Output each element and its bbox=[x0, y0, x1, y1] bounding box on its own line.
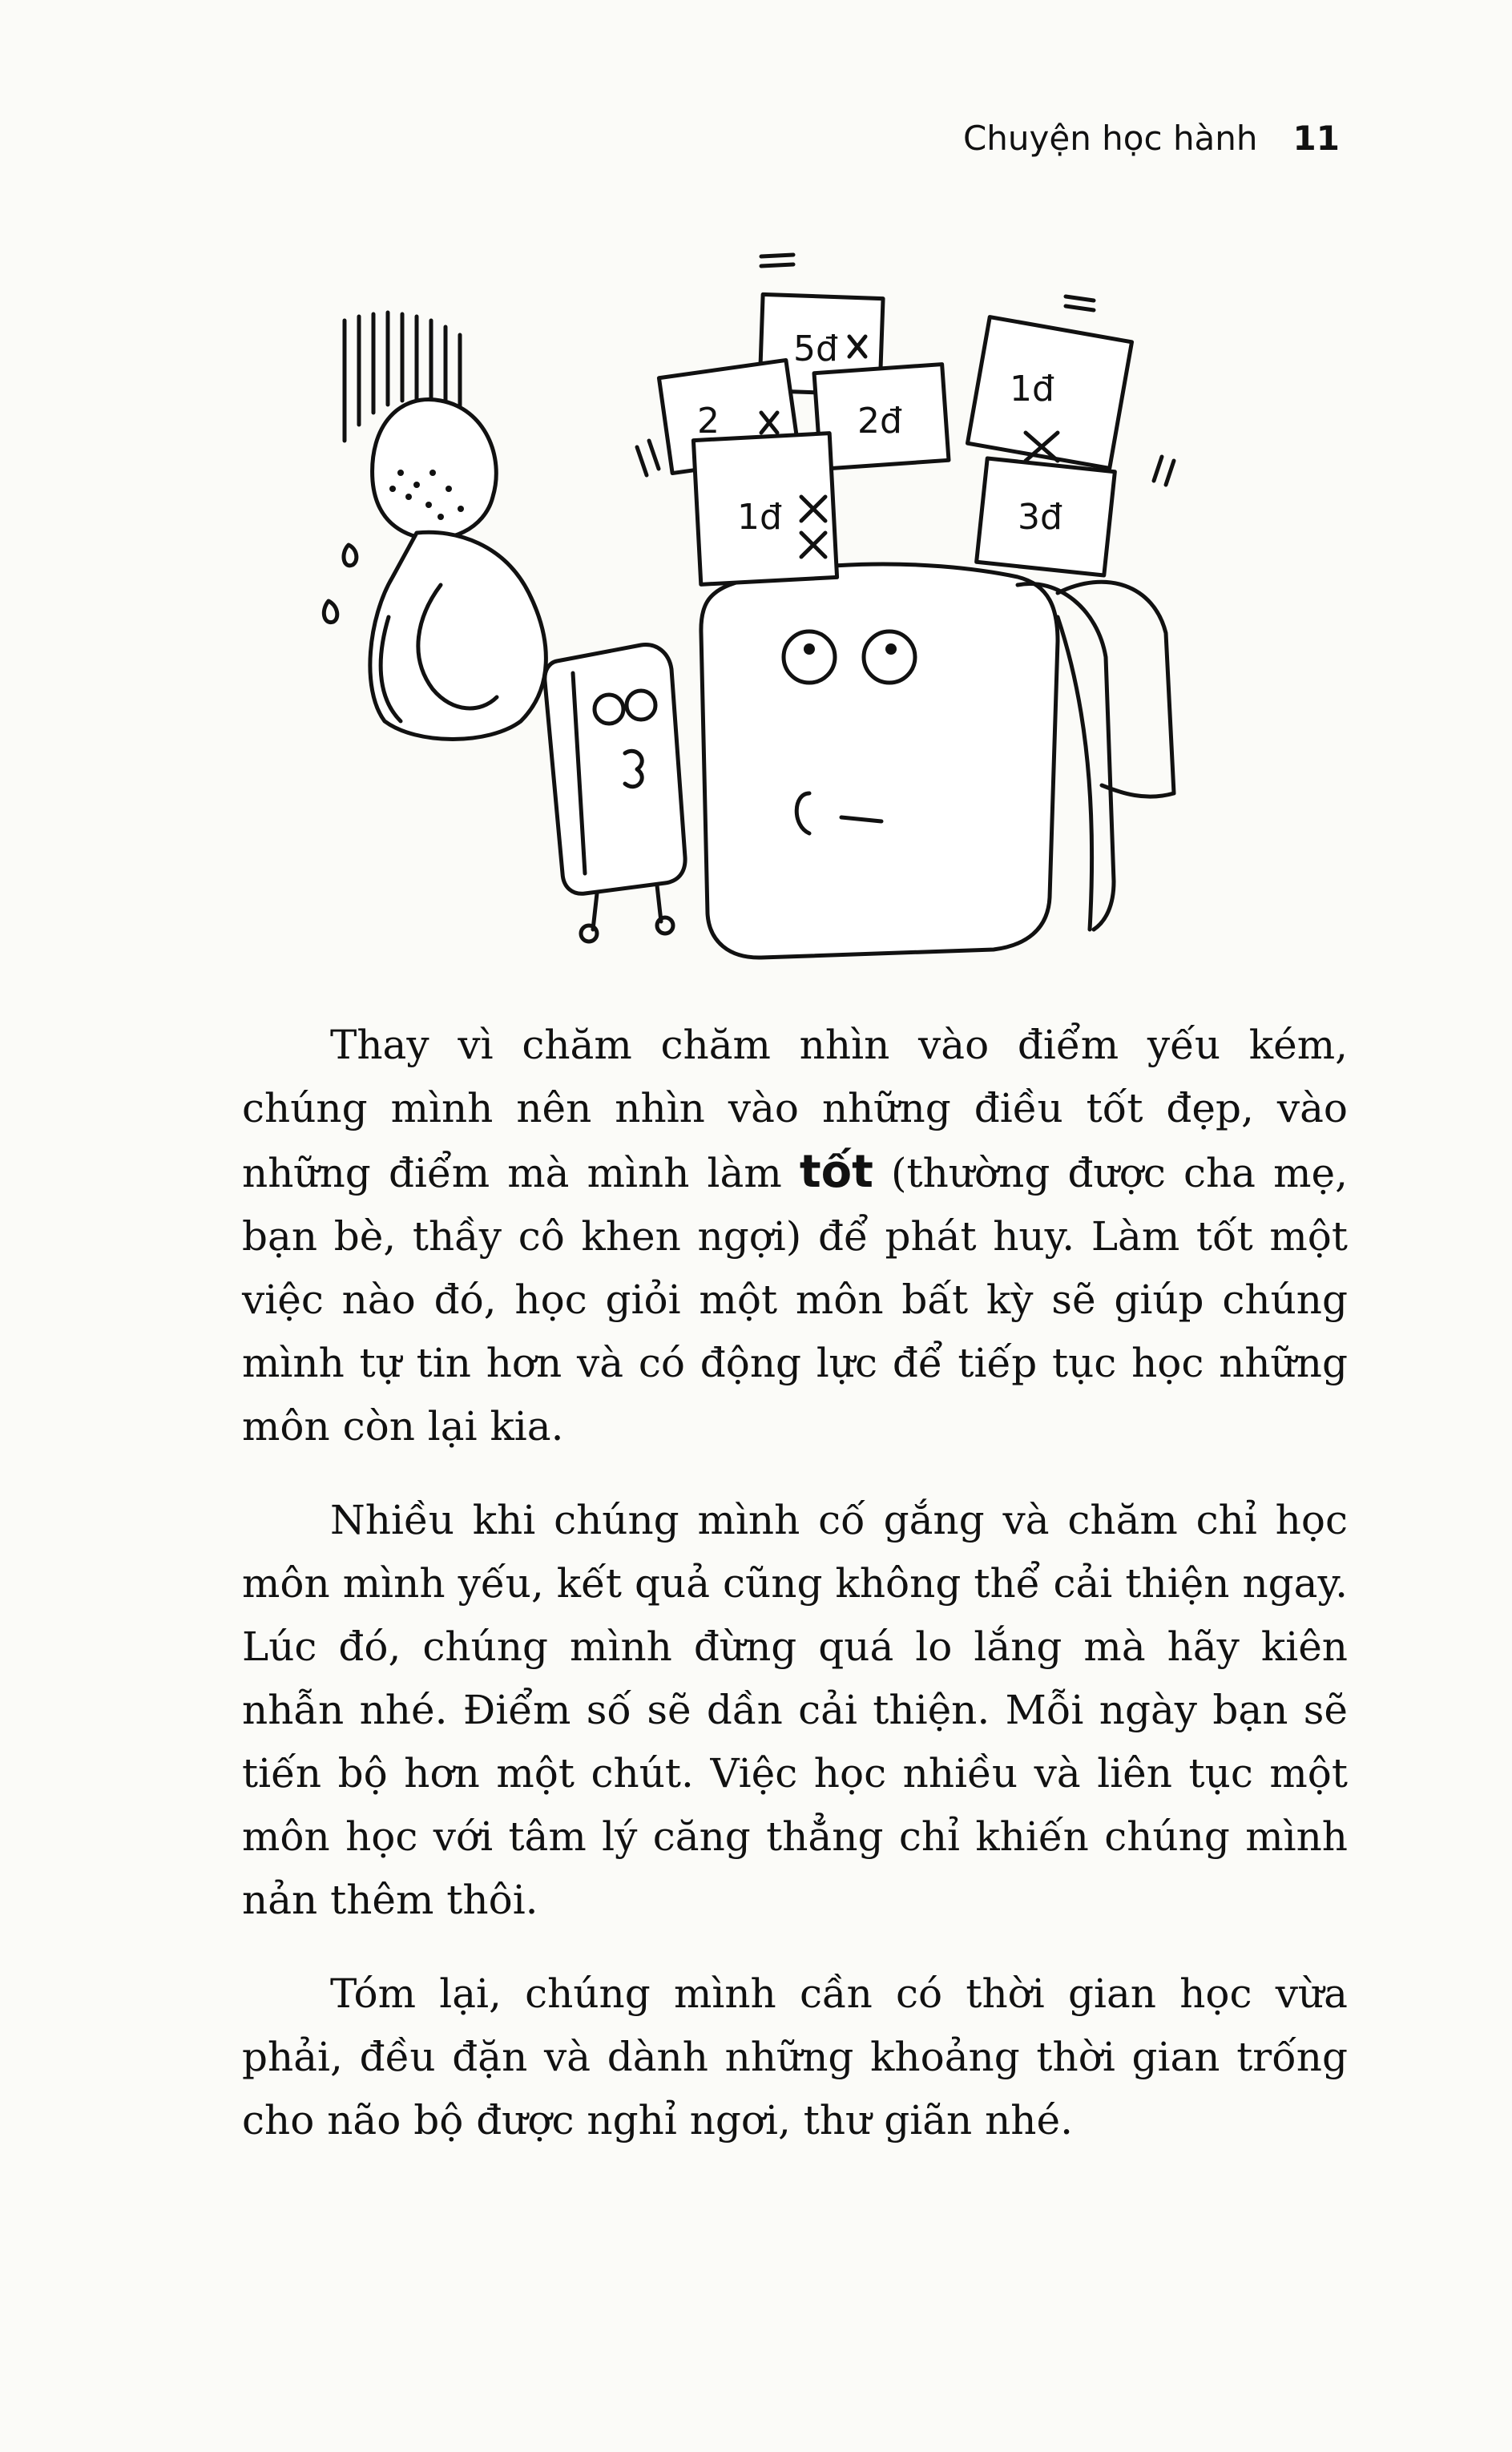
page-number: 11 bbox=[1292, 119, 1340, 158]
illustration-drawing bbox=[312, 240, 1218, 962]
paragraph-3: Tóm lại, chúng mình cần có thời gian học vừa phải, đều đặn và dành những khoảng thời gian trống cho não bộ được nghỉ ngơi, thư giãn nhé. bbox=[242, 1970, 1348, 2143]
paragraph-1-continuation: (thường được cha mẹ, bạn bè, thầy cô khen ngợi) để phát huy. Làm tốt một việc nào đó, học giỏi một môn bất kỳ sẽ giúp chúng mình tự tin hơn và có động lực để tiếp tục học những môn còn lại kia. bbox=[242, 1150, 1348, 1450]
chapter-title: Chuyện học hành bbox=[962, 119, 1258, 158]
score-1-top: 1đ bbox=[1010, 369, 1054, 409]
paragraph-1-text: Thay vì chăm chăm nhìn vào điểm yếu kém, chúng mình nên nhìn vào những điều tốt đẹp, vào những điểm mà mình làm bbox=[242, 1022, 1348, 1196]
score-2: 2 bbox=[697, 401, 720, 442]
backpack-character bbox=[701, 564, 1174, 958]
score-2d: 2đ bbox=[857, 401, 902, 442]
body-text bbox=[242, 1014, 1348, 2183]
book-character bbox=[545, 645, 685, 942]
running-header bbox=[963, 119, 1340, 158]
score-3: 3đ bbox=[1018, 497, 1062, 538]
student-and-backpack-illustration bbox=[312, 240, 1218, 962]
score-5: 5đ bbox=[793, 329, 838, 369]
sad-boy-figure bbox=[324, 399, 546, 739]
paragraph-1 bbox=[242, 1014, 1348, 1458]
paragraph-2: Nhiều khi chúng mình cố gắng và chăm chỉ học môn mình yếu, kết quả cũng không thể cải thiện ngay. Lúc đó, chúng mình đừng quá lo lắng mà hãy kiên nhẫn nhé. Điểm số sẽ dần cải thiện. Mỗi ngày bạn sẽ tiến bộ hơn một chút. Việc học nhiều và liên tục một môn học với tâm lý căng thẳng chỉ khiến chúng mình nản thêm thôi. bbox=[242, 1497, 1348, 1923]
emphasis-word: tốt bbox=[799, 1146, 873, 1198]
test-papers bbox=[637, 255, 1174, 584]
score-1-bottom: 1đ bbox=[737, 497, 782, 538]
